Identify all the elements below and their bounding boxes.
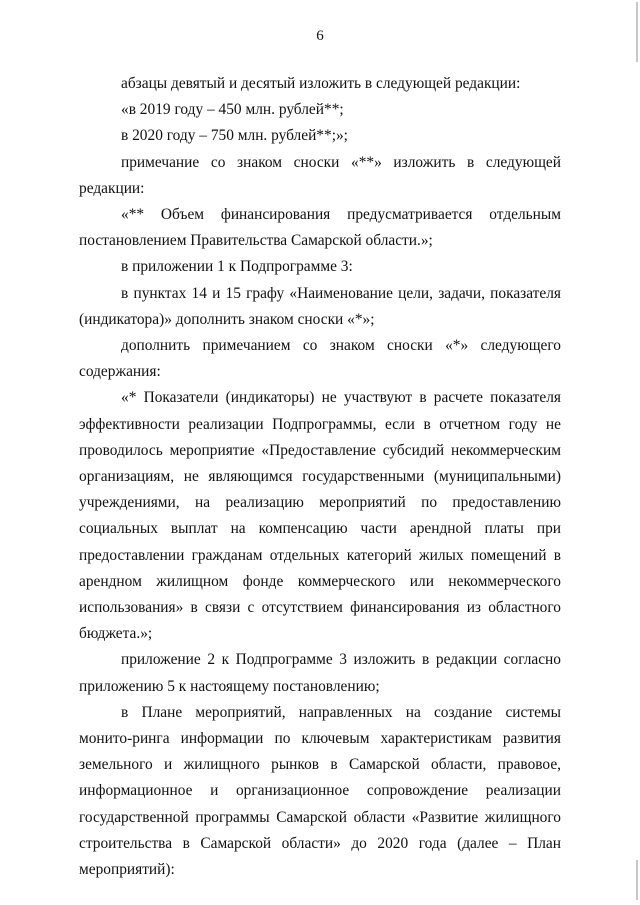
scan-edge-mark — [636, 860, 638, 900]
paragraph: в приложении 1 к Подпрограмме 3: — [121, 258, 353, 276]
paragraph: «* Показатели (индикаторы) не участвуют в расчете показателя эффективности реализации Подпрограммы, если в отчетном году не проводилось мероприятие «Предоставление субсидий некоммерческим организациям, не являющимся государственными (муниципальными) учреждениями, на реализацию мероприятий по предоставлению социальных выплат на компенсацию части арендной платы при предоставлении гражданам отдельных категорий жилых помещений в арендном жилищном фонде коммерческого или некоммерческого использования» в связи с отсутствием финансирования из областного бюджета.»; — [79, 389, 561, 643]
paragraph: «в 2019 году – 450 млн. рублей**; — [121, 101, 344, 119]
document-body — [79, 71, 561, 883]
paragraph: абзацы девятый и десятый изложить в следующей редакции: — [121, 75, 521, 92]
paragraph: дополнить примечанием со знаком сноски «*» следующего содержания: — [79, 337, 561, 381]
paragraph: в пунктах 14 и 15 графу «Наименование цели, задачи, показателя (индикатора)» дополнить знаком сноски «*»; — [79, 284, 561, 328]
page-number: 6 — [316, 28, 324, 44]
paragraph: в Плане мероприятий, направленных на создание системы монито-ринга информации по ключевым характеристикам развития земельного и жилищного рынков в Самарской области, правовое, информационное и организационное сопровождение реализации государственной программы Самарской области «Развитие жилищного строительства в Самарской области» до 2020 года (далее – План мероприятий): — [79, 703, 561, 879]
paragraph: в 2020 году – 750 млн. рублей**;»; — [121, 127, 348, 145]
paragraph: приложение 2 к Подпрограмме 3 изложить в редакции согласно приложению 5 к настоящему постановлению; — [79, 651, 561, 695]
paragraph: «** Объем финансирования предусматривается отдельным постановлением Правительства Самарской области.»; — [79, 206, 561, 250]
paragraph: примечание со знаком сноски «**» изложить в следующей редакции: — [79, 153, 561, 197]
